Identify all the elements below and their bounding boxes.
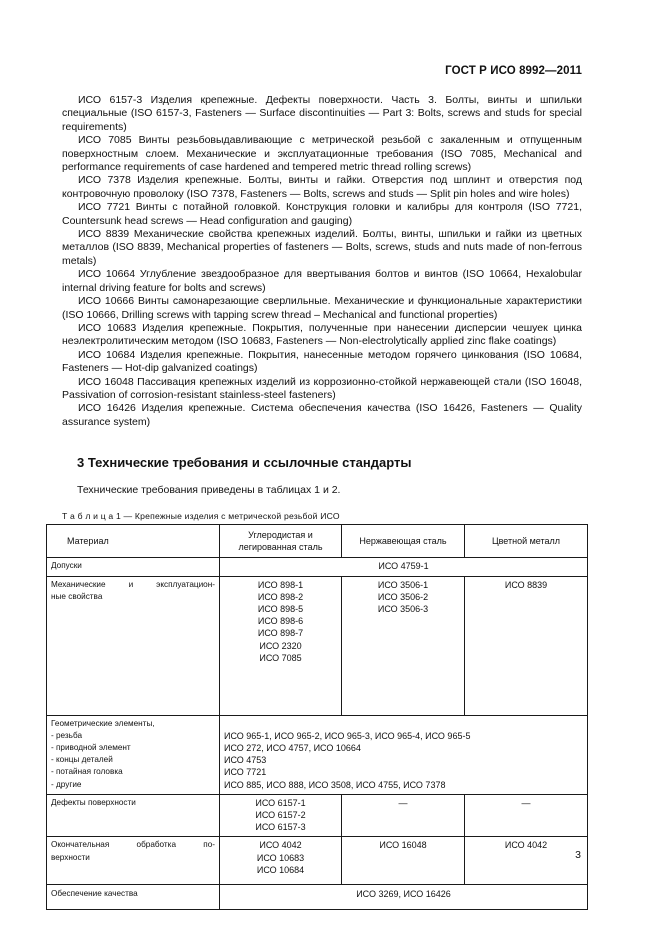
row-label-tolerances: Допуски	[47, 558, 220, 576]
reference-iso-10664: ИСО 10664 Углубление звездообразное для ввертывания болтов и винтов (ISO 10664, Hexalobular internal driving feature for bolts and screws)	[62, 268, 582, 294]
carbon-standard: ИСО 898-1	[257, 579, 304, 590]
finish-label-line-1: Окончательная обработка по-	[51, 840, 215, 850]
normative-references-list	[62, 94, 582, 429]
header-carbon-line-2: легированная сталь	[238, 542, 323, 553]
mechanical-stainless-standards	[342, 576, 465, 715]
table-header-row	[47, 525, 588, 558]
stainless-standard: ИСО 3506-2	[377, 591, 429, 602]
page-number: 3	[575, 849, 581, 861]
geometry-spacer	[224, 718, 583, 730]
reference-iso-10683: ИСО 10683 Изделия крепежные. Покрытия, полученные при нанесении дисперсии чешуек цинка неэлектролитическим методом (ISO 10683, Fasteners — Non-electrolytically applied zinc flake coatings)	[62, 321, 582, 348]
mechanical-nonferrous-standard: ИСО 8839	[465, 576, 588, 715]
geometry-value: ИСО 965-1, ИСО 965-2, ИСО 965-3, ИСО 965-4, ИСО 965-5	[224, 730, 471, 741]
finish-standard: ИСО 10683	[256, 852, 305, 863]
document-code-header: ГОСТ Р ИСО 8992—2011	[445, 65, 582, 77]
geometry-title: Геометрические элементы,	[51, 718, 155, 728]
finish-standard: ИСО 10684	[256, 864, 305, 875]
table-row-mechanical	[47, 576, 588, 715]
table-row-quality	[47, 885, 588, 909]
header-nonferrous-metal: Цветной металл	[465, 525, 588, 558]
row-label-quality: Обеспечение качества	[47, 885, 220, 909]
defects-carbon-standards	[220, 794, 342, 837]
stainless-standard: ИСО 3506-3	[377, 604, 429, 615]
defects-standard: ИСО 6157-3	[255, 822, 306, 833]
geometry-value: ИСО 4753	[224, 755, 267, 766]
reference-iso-7721: ИСО 7721 Винты с потайной головкой. Конструкция головки и калибры для контроля (ISO 7721, Countersunk head screws — Head configuration and gauging)	[62, 201, 582, 227]
geometry-value: ИСО 272, ИСО 4757, ИСО 10664	[224, 743, 361, 754]
reference-iso-16426: ИСО 16426 Изделия крепежные. Система обеспечения качества (ISO 16426, Fasteners — Quality assurance system)	[62, 402, 582, 428]
tolerances-value: ИСО 4759-1	[220, 558, 588, 576]
finish-stainless-standard: ИСО 16048	[342, 837, 465, 885]
requirements-table	[46, 524, 588, 910]
defects-nonferrous-value: —	[465, 794, 588, 837]
geometry-item: - другие	[51, 779, 82, 789]
mechanical-label-line-1: Механические и эксплуатацион-	[51, 579, 215, 589]
table-caption: Т а б л и ц а 1 — Крепежные изделия с метрической резьбой ИСО	[62, 511, 340, 521]
row-label-defects: Дефекты поверхности	[47, 794, 220, 837]
stainless-standard: ИСО 3506-1	[377, 579, 429, 590]
table-row-geometry	[47, 715, 588, 794]
geometry-value: ИСО 7721	[224, 767, 267, 778]
reference-iso-8839: ИСО 8839 Механические свойства крепежных изделий. Болты, винты, шпильки и гайки из цветных металлов (ISO 8839, Mechanical properties of fasteners — Bolts, screws, studs and nuts made of non-ferrous metals)	[62, 228, 582, 267]
defects-standard: ИСО 6157-1	[255, 797, 306, 808]
finish-carbon-standards	[220, 837, 342, 885]
geometry-item: - концы деталей	[51, 755, 113, 765]
carbon-standard: ИСО 2320	[259, 640, 302, 651]
reference-iso-10666: ИСО 10666 Винты самонарезающие сверлильные. Механические и функциональные характеристики (ISO 10666, Drilling screws with tapping screw thread – Mechanical and functional properties)	[62, 295, 582, 321]
finish-nonferrous-standard: ИСО 4042	[465, 837, 588, 885]
geometry-item: - потайная головка	[51, 767, 123, 777]
defects-standard: ИСО 6157-2	[255, 810, 306, 821]
row-label-geometry	[47, 715, 220, 794]
carbon-standard: ИСО 898-6	[257, 616, 304, 627]
quality-standards: ИСО 3269, ИСО 16426	[220, 885, 588, 909]
geometry-item: - резьба	[51, 730, 83, 740]
finish-label-line-2: верхности	[51, 852, 90, 862]
row-label-finish	[47, 837, 220, 885]
reference-iso-7085: ИСО 7085 Винты резьбовыдавливающие с метрической резьбой с закаленным и отпущенным поверхностным слоем. Механические и эксплуатационные требования (ISO 7085, Mechanical and performance requirements of case hardened and tempered metric thread rolling screws)	[62, 134, 582, 174]
finish-standard: ИСО 4042	[259, 840, 302, 851]
table-row-finish	[47, 837, 588, 885]
geometry-item: - приводной элемент	[51, 743, 131, 753]
geometry-standards	[220, 715, 588, 794]
reference-iso-16048: ИСО 16048 Пассивация крепежных изделий из коррозионно-стойкой нержавеющей стали (ISO 16048, Passivation of corrosion-resistant stainless-steel fasteners)	[62, 375, 582, 401]
header-carbon-line-1: Углеродистая и	[248, 530, 313, 540]
reference-iso-10684: ИСО 10684 Изделия крепежные. Покрытия, нанесенные методом горячего цинкования (ISO 10684, Fasteners — Hot-dip galvanized coatings)	[62, 348, 582, 375]
mechanical-carbon-standards	[220, 576, 342, 715]
section-heading: 3 Технические требования и ссылочные стандарты	[77, 455, 412, 470]
mechanical-label-line-2: ные свойства	[51, 591, 103, 601]
reference-iso-6157-3: ИСО 6157-3 Изделия крепежные. Дефекты поверхности. Часть 3. Болты, винты и шпильки специальные (ISO 6157-3, Fasteners — Surface discontinuities — Part 3: Bolts, screws and studs for special requirements)	[62, 94, 582, 133]
table-row-defects	[47, 794, 588, 837]
carbon-standard: ИСО 898-5	[257, 604, 304, 615]
header-carbon-steel	[220, 525, 342, 558]
carbon-standard: ИСО 7085	[259, 652, 302, 663]
header-stainless-steel: Нержавеющая сталь	[342, 525, 465, 558]
carbon-standard: ИСО 898-2	[257, 591, 304, 602]
reference-iso-7378: ИСО 7378 Изделия крепежные. Болты, винты и гайки. Отверстия под шплинт и отверстия под контровочную проволоку (ISO 7378, Fasteners — Bolts, screws and studs — Split pin holes and wire holes)	[62, 174, 582, 200]
defects-stainless-value: —	[342, 794, 465, 837]
intro-paragraph: Технические требования приведены в таблицах 1 и 2.	[77, 484, 341, 496]
header-material: Материал	[47, 525, 220, 558]
row-label-mechanical	[47, 576, 220, 715]
geometry-value: ИСО 885, ИСО 888, ИСО 3508, ИСО 4755, ИСО 7378	[224, 779, 446, 790]
carbon-standard: ИСО 898-7	[257, 628, 304, 639]
table-row-tolerances	[47, 558, 588, 576]
